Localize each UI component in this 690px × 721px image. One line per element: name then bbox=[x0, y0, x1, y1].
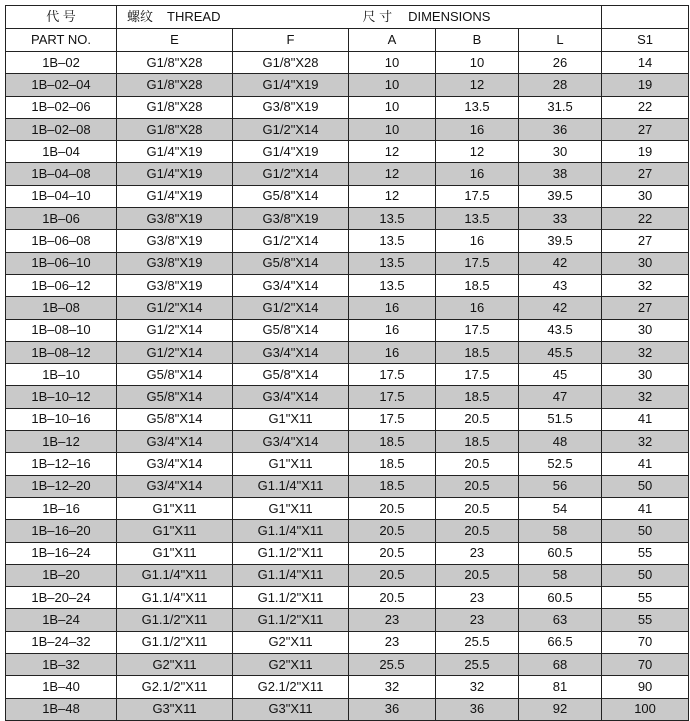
cell-f: G1.1/4"X11 bbox=[233, 564, 349, 586]
cell-f: G1/4"X19 bbox=[233, 141, 349, 163]
cell-s1: 32 bbox=[602, 386, 689, 408]
spec-table-sheet bbox=[5, 5, 688, 717]
cell-part: 1B–20–24 bbox=[6, 587, 117, 609]
cell-l: 43 bbox=[519, 274, 602, 296]
cell-f: G1/2"X14 bbox=[233, 230, 349, 252]
cell-b: 16 bbox=[436, 118, 519, 140]
cell-b: 17.5 bbox=[436, 364, 519, 386]
cell-f: G1/4"X19 bbox=[233, 74, 349, 96]
table-row bbox=[6, 386, 689, 408]
cell-b: 32 bbox=[436, 676, 519, 698]
table-row bbox=[6, 676, 689, 698]
cell-part: 1B–12–20 bbox=[6, 475, 117, 497]
cell-part: 1B–06–10 bbox=[6, 252, 117, 274]
table-row bbox=[6, 475, 689, 497]
cell-f: G1/2"X14 bbox=[233, 297, 349, 319]
header-col-l: L bbox=[519, 29, 602, 52]
cell-l: 36 bbox=[519, 118, 602, 140]
cell-part: 1B–16 bbox=[6, 497, 117, 519]
cell-e: G1.1/4"X11 bbox=[117, 564, 233, 586]
cell-s1: 30 bbox=[602, 185, 689, 207]
table-row bbox=[6, 74, 689, 96]
cell-b: 18.5 bbox=[436, 341, 519, 363]
cell-l: 58 bbox=[519, 520, 602, 542]
cell-s1: 55 bbox=[602, 587, 689, 609]
cell-a: 17.5 bbox=[349, 386, 436, 408]
cell-e: G1"X11 bbox=[117, 520, 233, 542]
cell-s1: 41 bbox=[602, 408, 689, 430]
cell-f: G1"X11 bbox=[233, 453, 349, 475]
cell-part: 1B–02–06 bbox=[6, 96, 117, 118]
table-row bbox=[6, 654, 689, 676]
cell-f: G1.1/2"X11 bbox=[233, 587, 349, 609]
cell-e: G3/8"X19 bbox=[117, 230, 233, 252]
cell-e: G3/8"X19 bbox=[117, 208, 233, 230]
cell-f: G3/4"X14 bbox=[233, 341, 349, 363]
cell-a: 13.5 bbox=[349, 208, 436, 230]
cell-f: G3/4"X14 bbox=[233, 431, 349, 453]
header-col-b: B bbox=[436, 29, 519, 52]
cell-b: 16 bbox=[436, 297, 519, 319]
cell-b: 18.5 bbox=[436, 386, 519, 408]
cell-e: G5/8"X14 bbox=[117, 386, 233, 408]
cell-s1: 30 bbox=[602, 252, 689, 274]
cell-f: G3"X11 bbox=[233, 698, 349, 720]
table-row bbox=[6, 163, 689, 185]
cell-s1: 70 bbox=[602, 631, 689, 653]
header-col-e: E bbox=[117, 29, 233, 52]
cell-e: G3/4"X14 bbox=[117, 475, 233, 497]
cell-a: 20.5 bbox=[349, 497, 436, 519]
cell-a: 17.5 bbox=[349, 408, 436, 430]
table-row bbox=[6, 408, 689, 430]
cell-part: 1B–24 bbox=[6, 609, 117, 631]
cell-b: 20.5 bbox=[436, 520, 519, 542]
cell-part: 1B–32 bbox=[6, 654, 117, 676]
cell-s1: 50 bbox=[602, 564, 689, 586]
cell-l: 63 bbox=[519, 609, 602, 631]
cell-l: 45 bbox=[519, 364, 602, 386]
table-row bbox=[6, 431, 689, 453]
cell-l: 60.5 bbox=[519, 542, 602, 564]
cell-b: 18.5 bbox=[436, 431, 519, 453]
cell-e: G1/4"X19 bbox=[117, 141, 233, 163]
cell-part: 1B–08 bbox=[6, 297, 117, 319]
cell-part: 1B–04–08 bbox=[6, 163, 117, 185]
cell-e: G5/8"X14 bbox=[117, 364, 233, 386]
cell-e: G1/2"X14 bbox=[117, 319, 233, 341]
cell-s1: 22 bbox=[602, 208, 689, 230]
cell-l: 39.5 bbox=[519, 185, 602, 207]
table-row bbox=[6, 564, 689, 586]
cell-s1: 27 bbox=[602, 297, 689, 319]
cell-e: G3"X11 bbox=[117, 698, 233, 720]
table-body bbox=[6, 52, 689, 721]
cell-e: G1"X11 bbox=[117, 542, 233, 564]
table-row bbox=[6, 698, 689, 720]
table-row bbox=[6, 141, 689, 163]
cell-f: G1/2"X14 bbox=[233, 163, 349, 185]
cell-s1: 22 bbox=[602, 96, 689, 118]
cell-f: G5/8"X14 bbox=[233, 185, 349, 207]
table-row bbox=[6, 252, 689, 274]
cell-b: 20.5 bbox=[436, 475, 519, 497]
cell-part: 1B–02–04 bbox=[6, 74, 117, 96]
cell-b: 17.5 bbox=[436, 185, 519, 207]
header-thread-dimensions bbox=[117, 6, 602, 29]
header-thread-cn: 螺纹 bbox=[127, 9, 154, 24]
cell-l: 51.5 bbox=[519, 408, 602, 430]
cell-part: 1B–06–08 bbox=[6, 230, 117, 252]
cell-s1: 14 bbox=[602, 52, 689, 74]
cell-a: 20.5 bbox=[349, 542, 436, 564]
cell-e: G1/2"X14 bbox=[117, 341, 233, 363]
cell-s1: 100 bbox=[602, 698, 689, 720]
cell-f: G1.1/4"X11 bbox=[233, 475, 349, 497]
table-row bbox=[6, 542, 689, 564]
cell-s1: 27 bbox=[602, 230, 689, 252]
cell-a: 13.5 bbox=[349, 252, 436, 274]
cell-part: 1B–24–32 bbox=[6, 631, 117, 653]
cell-part: 1B–02 bbox=[6, 52, 117, 74]
cell-b: 10 bbox=[436, 52, 519, 74]
cell-a: 13.5 bbox=[349, 274, 436, 296]
header-row-columns bbox=[6, 29, 689, 52]
cell-l: 43.5 bbox=[519, 319, 602, 341]
cell-a: 16 bbox=[349, 319, 436, 341]
cell-l: 66.5 bbox=[519, 631, 602, 653]
cell-part: 1B–10 bbox=[6, 364, 117, 386]
cell-b: 17.5 bbox=[436, 252, 519, 274]
cell-a: 18.5 bbox=[349, 453, 436, 475]
cell-e: G3/8"X19 bbox=[117, 252, 233, 274]
cell-a: 12 bbox=[349, 141, 436, 163]
cell-a: 16 bbox=[349, 297, 436, 319]
cell-s1: 50 bbox=[602, 475, 689, 497]
cell-a: 18.5 bbox=[349, 475, 436, 497]
cell-b: 23 bbox=[436, 542, 519, 564]
header-part-no: PART NO. bbox=[6, 29, 117, 52]
cell-e: G1/8"X28 bbox=[117, 52, 233, 74]
cell-l: 38 bbox=[519, 163, 602, 185]
cell-f: G2"X11 bbox=[233, 631, 349, 653]
cell-l: 54 bbox=[519, 497, 602, 519]
cell-b: 16 bbox=[436, 230, 519, 252]
cell-l: 31.5 bbox=[519, 96, 602, 118]
cell-b: 17.5 bbox=[436, 319, 519, 341]
cell-part: 1B–20 bbox=[6, 564, 117, 586]
cell-f: G1/2"X14 bbox=[233, 118, 349, 140]
cell-l: 48 bbox=[519, 431, 602, 453]
cell-a: 10 bbox=[349, 96, 436, 118]
header-thread-en: THREAD bbox=[167, 9, 221, 24]
cell-l: 47 bbox=[519, 386, 602, 408]
cell-e: G1.1/2"X11 bbox=[117, 609, 233, 631]
cell-e: G1/4"X19 bbox=[117, 163, 233, 185]
cell-s1: 55 bbox=[602, 542, 689, 564]
cell-f: G1"X11 bbox=[233, 408, 349, 430]
cell-part: 1B–12 bbox=[6, 431, 117, 453]
cell-s1: 90 bbox=[602, 676, 689, 698]
cell-l: 30 bbox=[519, 141, 602, 163]
header-col-a: A bbox=[349, 29, 436, 52]
cell-f: G1"X11 bbox=[233, 497, 349, 519]
cell-b: 25.5 bbox=[436, 654, 519, 676]
cell-a: 16 bbox=[349, 341, 436, 363]
cell-s1: 30 bbox=[602, 319, 689, 341]
cell-part: 1B–10–12 bbox=[6, 386, 117, 408]
cell-part: 1B–06 bbox=[6, 208, 117, 230]
table-row bbox=[6, 274, 689, 296]
table-row bbox=[6, 453, 689, 475]
cell-a: 25.5 bbox=[349, 654, 436, 676]
cell-part: 1B–40 bbox=[6, 676, 117, 698]
table-row bbox=[6, 631, 689, 653]
cell-l: 28 bbox=[519, 74, 602, 96]
cell-b: 20.5 bbox=[436, 497, 519, 519]
cell-l: 81 bbox=[519, 676, 602, 698]
cell-part: 1B–08–10 bbox=[6, 319, 117, 341]
cell-b: 16 bbox=[436, 163, 519, 185]
cell-s1: 19 bbox=[602, 74, 689, 96]
cell-e: G2"X11 bbox=[117, 654, 233, 676]
cell-b: 20.5 bbox=[436, 564, 519, 586]
dimensions-table bbox=[5, 5, 689, 721]
table-row bbox=[6, 609, 689, 631]
cell-b: 20.5 bbox=[436, 408, 519, 430]
cell-f: G1/8"X28 bbox=[233, 52, 349, 74]
cell-a: 20.5 bbox=[349, 587, 436, 609]
cell-e: G1/4"X19 bbox=[117, 185, 233, 207]
cell-e: G3/4"X14 bbox=[117, 431, 233, 453]
cell-b: 20.5 bbox=[436, 453, 519, 475]
cell-s1: 27 bbox=[602, 118, 689, 140]
cell-s1: 50 bbox=[602, 520, 689, 542]
cell-e: G1.1/4"X11 bbox=[117, 587, 233, 609]
cell-e: G3/4"X14 bbox=[117, 453, 233, 475]
cell-a: 20.5 bbox=[349, 564, 436, 586]
table-row bbox=[6, 297, 689, 319]
cell-part: 1B–16–20 bbox=[6, 520, 117, 542]
cell-l: 39.5 bbox=[519, 230, 602, 252]
cell-e: G1"X11 bbox=[117, 497, 233, 519]
cell-l: 26 bbox=[519, 52, 602, 74]
cell-s1: 41 bbox=[602, 497, 689, 519]
cell-e: G1.1/2"X11 bbox=[117, 631, 233, 653]
cell-f: G3/8"X19 bbox=[233, 208, 349, 230]
cell-l: 68 bbox=[519, 654, 602, 676]
cell-l: 42 bbox=[519, 252, 602, 274]
table-row bbox=[6, 497, 689, 519]
header-blank bbox=[602, 6, 689, 29]
table-row bbox=[6, 319, 689, 341]
cell-a: 12 bbox=[349, 163, 436, 185]
cell-l: 56 bbox=[519, 475, 602, 497]
cell-f: G1.1/4"X11 bbox=[233, 520, 349, 542]
cell-f: G3/8"X19 bbox=[233, 96, 349, 118]
cell-b: 12 bbox=[436, 74, 519, 96]
cell-b: 23 bbox=[436, 587, 519, 609]
cell-s1: 19 bbox=[602, 141, 689, 163]
cell-s1: 41 bbox=[602, 453, 689, 475]
cell-s1: 27 bbox=[602, 163, 689, 185]
cell-s1: 32 bbox=[602, 274, 689, 296]
header-dim-en: DIMENSIONS bbox=[408, 9, 491, 24]
cell-b: 12 bbox=[436, 141, 519, 163]
cell-f: G5/8"X14 bbox=[233, 364, 349, 386]
header-code-cn: 代 号 bbox=[6, 6, 117, 29]
cell-part: 1B–02–08 bbox=[6, 118, 117, 140]
cell-f: G5/8"X14 bbox=[233, 319, 349, 341]
table-row bbox=[6, 587, 689, 609]
header-col-f: F bbox=[233, 29, 349, 52]
header-dim-cn: 尺 寸 bbox=[362, 9, 393, 24]
cell-a: 17.5 bbox=[349, 364, 436, 386]
cell-f: G2.1/2"X11 bbox=[233, 676, 349, 698]
cell-s1: 55 bbox=[602, 609, 689, 631]
cell-l: 52.5 bbox=[519, 453, 602, 475]
cell-a: 32 bbox=[349, 676, 436, 698]
cell-part: 1B–04–10 bbox=[6, 185, 117, 207]
cell-e: G2.1/2"X11 bbox=[117, 676, 233, 698]
cell-e: G3/8"X19 bbox=[117, 274, 233, 296]
table-row bbox=[6, 364, 689, 386]
cell-part: 1B–48 bbox=[6, 698, 117, 720]
cell-f: G3/4"X14 bbox=[233, 386, 349, 408]
cell-e: G1/8"X28 bbox=[117, 74, 233, 96]
cell-s1: 30 bbox=[602, 364, 689, 386]
cell-f: G1.1/2"X11 bbox=[233, 542, 349, 564]
cell-a: 10 bbox=[349, 118, 436, 140]
cell-l: 58 bbox=[519, 564, 602, 586]
cell-l: 42 bbox=[519, 297, 602, 319]
table-row bbox=[6, 185, 689, 207]
cell-part: 1B–16–24 bbox=[6, 542, 117, 564]
table-row bbox=[6, 341, 689, 363]
table-row bbox=[6, 230, 689, 252]
cell-a: 20.5 bbox=[349, 520, 436, 542]
cell-e: G1/2"X14 bbox=[117, 297, 233, 319]
cell-l: 60.5 bbox=[519, 587, 602, 609]
cell-l: 92 bbox=[519, 698, 602, 720]
header-row-top bbox=[6, 6, 689, 29]
cell-a: 18.5 bbox=[349, 431, 436, 453]
cell-a: 10 bbox=[349, 52, 436, 74]
cell-l: 33 bbox=[519, 208, 602, 230]
cell-e: G5/8"X14 bbox=[117, 408, 233, 430]
cell-part: 1B–12–16 bbox=[6, 453, 117, 475]
cell-b: 13.5 bbox=[436, 96, 519, 118]
cell-b: 36 bbox=[436, 698, 519, 720]
cell-s1: 70 bbox=[602, 654, 689, 676]
cell-s1: 32 bbox=[602, 431, 689, 453]
cell-b: 23 bbox=[436, 609, 519, 631]
cell-e: G1/8"X28 bbox=[117, 96, 233, 118]
cell-a: 12 bbox=[349, 185, 436, 207]
cell-part: 1B–10–16 bbox=[6, 408, 117, 430]
cell-s1: 32 bbox=[602, 341, 689, 363]
cell-a: 23 bbox=[349, 631, 436, 653]
cell-f: G5/8"X14 bbox=[233, 252, 349, 274]
cell-a: 23 bbox=[349, 609, 436, 631]
cell-f: G3/4"X14 bbox=[233, 274, 349, 296]
cell-f: G2"X11 bbox=[233, 654, 349, 676]
cell-part: 1B–06–12 bbox=[6, 274, 117, 296]
cell-b: 25.5 bbox=[436, 631, 519, 653]
table-row bbox=[6, 208, 689, 230]
cell-a: 10 bbox=[349, 74, 436, 96]
cell-part: 1B–08–12 bbox=[6, 341, 117, 363]
cell-l: 45.5 bbox=[519, 341, 602, 363]
cell-a: 13.5 bbox=[349, 230, 436, 252]
header-col-s1: S1 bbox=[602, 29, 689, 52]
cell-e: G1/8"X28 bbox=[117, 118, 233, 140]
table-row bbox=[6, 96, 689, 118]
table-header bbox=[6, 6, 689, 52]
table-row bbox=[6, 118, 689, 140]
cell-f: G1.1/2"X11 bbox=[233, 609, 349, 631]
table-row bbox=[6, 52, 689, 74]
cell-b: 18.5 bbox=[436, 274, 519, 296]
table-row bbox=[6, 520, 689, 542]
cell-b: 13.5 bbox=[436, 208, 519, 230]
cell-a: 36 bbox=[349, 698, 436, 720]
cell-part: 1B–04 bbox=[6, 141, 117, 163]
